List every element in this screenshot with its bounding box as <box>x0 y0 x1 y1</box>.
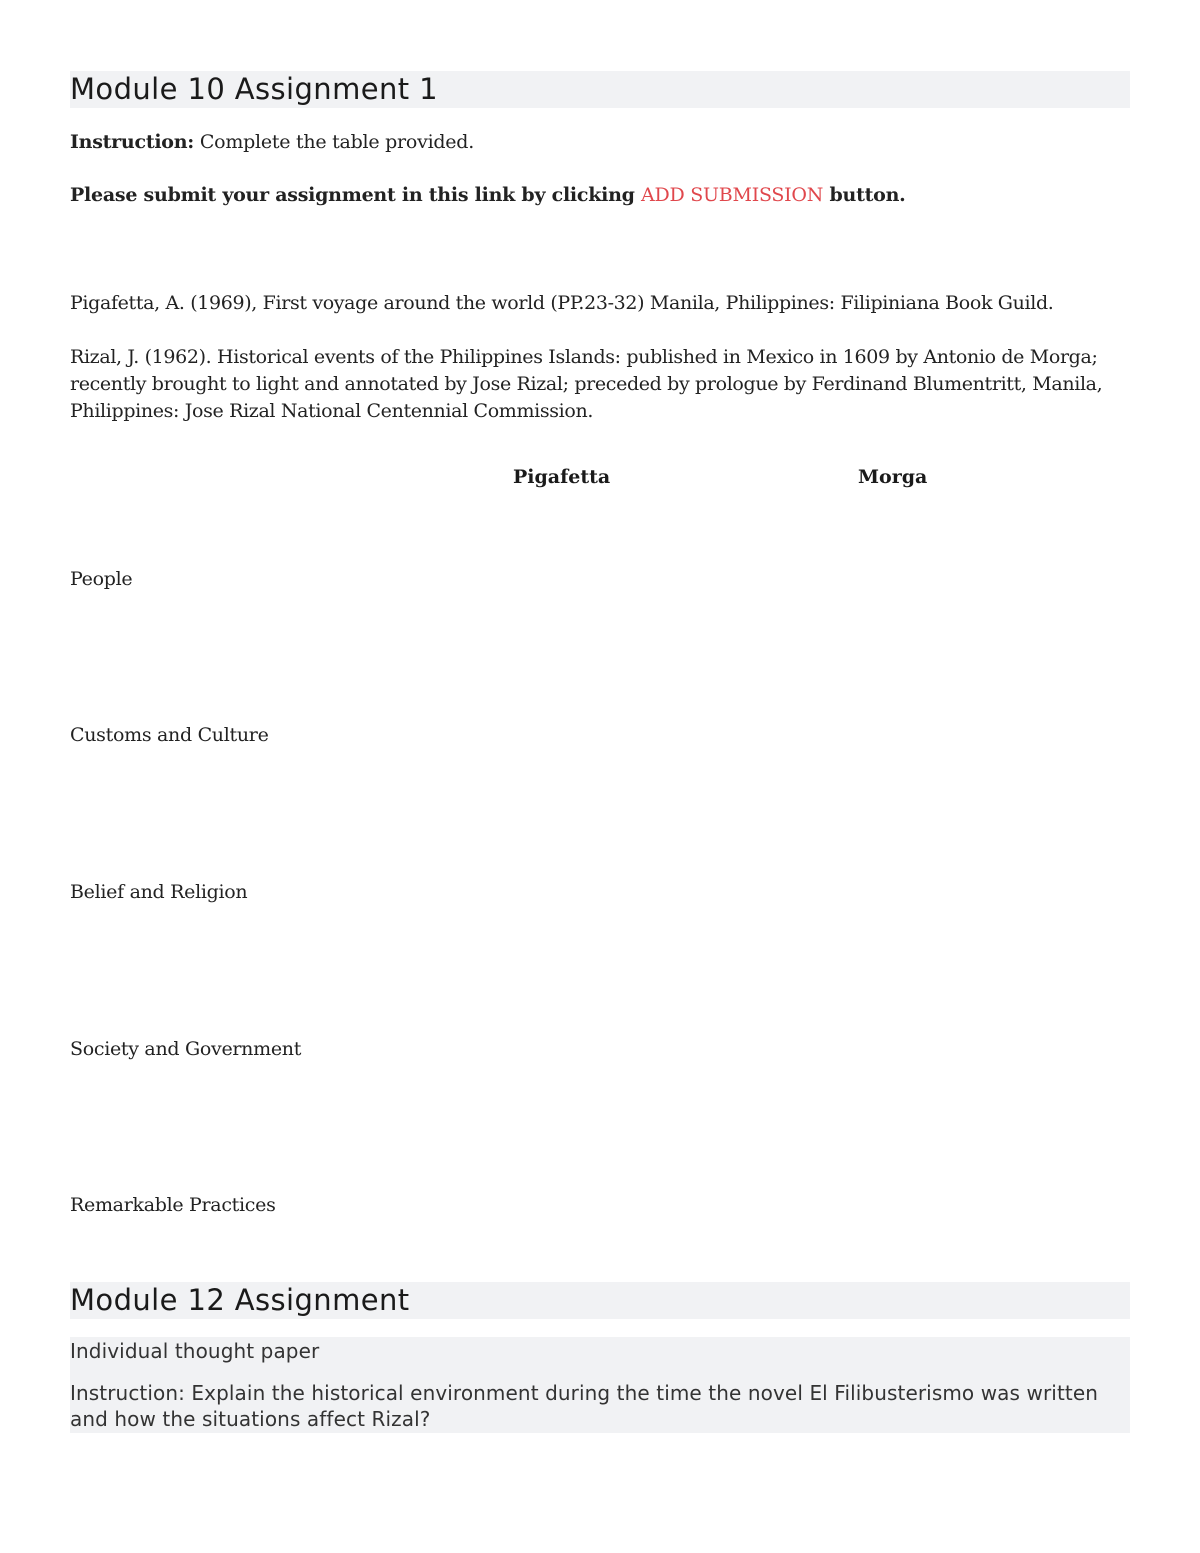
row-label-belief-religion: Belief and Religion <box>70 881 248 903</box>
instruction-label: Instruction: <box>70 131 195 153</box>
reference-rizal: Rizal, J. (1962). Historical events of the Philippines Islands: published in Mexico in 1609 by Antonio de Morga; recently brought to light and annotated by Jose Rizal; preceded by prologue by Ferdinand Blumentritt, Manila, Philippines: Jose Rizal National Centennial Commission. <box>70 346 1103 422</box>
add-submission-link[interactable]: ADD SUBMISSION <box>641 184 824 206</box>
row-label-customs-culture: Customs and Culture <box>70 724 269 746</box>
instruction-line <box>70 129 474 155</box>
column-header-morga: Morga <box>858 466 928 488</box>
module12-subtitle: Individual thought paper <box>70 1339 320 1363</box>
module10-title: Module 10 Assignment 1 <box>70 72 439 106</box>
row-label-society-government: Society and Government <box>70 1038 302 1060</box>
instruction-text: Complete the table provided. <box>199 131 474 153</box>
submit-suffix: button. <box>823 184 906 206</box>
module12-instruction: Instruction: Explain the historical environment during the time the novel El Filibusterismo was written and how the situations affect Rizal? <box>70 1381 1099 1431</box>
submit-prefix: Please submit your assignment in this link by clicking <box>70 184 642 206</box>
submit-line <box>70 182 906 208</box>
row-label-people: People <box>70 568 133 590</box>
module12-title: Module 12 Assignment <box>70 1283 410 1317</box>
column-header-pigafetta: Pigafetta <box>513 466 611 488</box>
reference-pigafetta: Pigafetta, A. (1969), First voyage around the world (PP.23-32) Manila, Philippines: Filipiniana Book Guild. <box>70 292 1054 314</box>
row-label-remarkable-practices: Remarkable Practices <box>70 1194 276 1216</box>
